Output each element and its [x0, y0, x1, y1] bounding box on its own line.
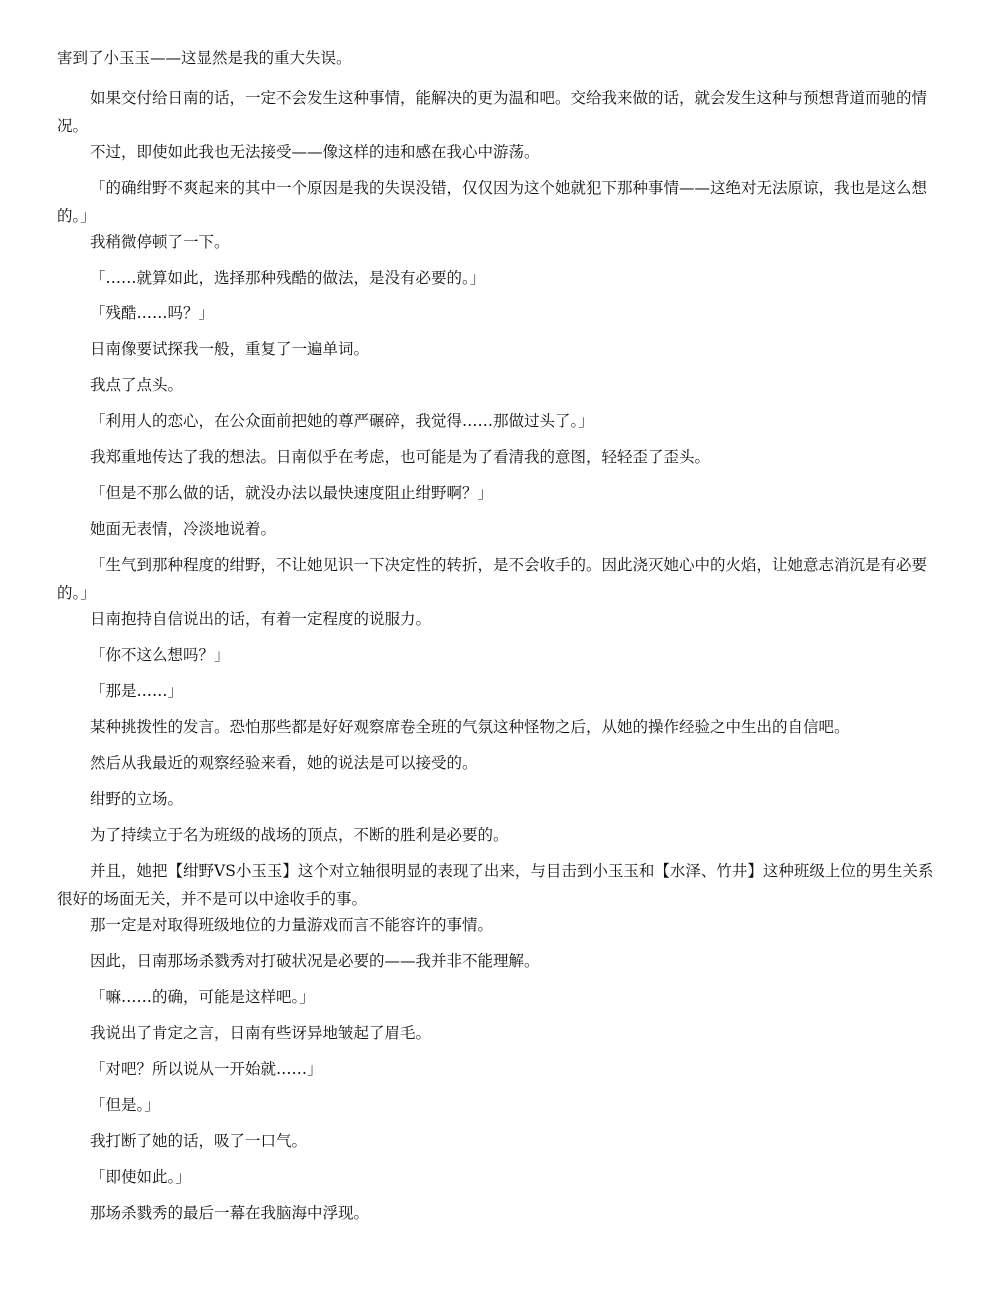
paragraph: 她面无表情，冷淡地说着。 — [90, 520, 277, 538]
paragraph: 因此，日南那场杀戮秀对打破状况是必要的——我并非不能理解。 — [90, 952, 540, 970]
paragraph: 「但是。」 — [90, 1096, 160, 1114]
paragraph: 那一定是对取得班级地位的力量游戏而言不能容许的事情。 — [90, 916, 494, 934]
paragraph: 「利用人的恋心，在公众面前把她的尊严碾碎，我觉得……那做过头了。」 — [90, 412, 594, 430]
paragraph: 「嘛……的确，可能是这样吧。」 — [90, 988, 315, 1006]
paragraph: 「但是不那么做的话，就没办法以最快速度阻止绀野啊？」 — [90, 484, 494, 502]
paragraph: 不过，即使如此我也无法接受——像这样的违和感在我心中游荡。 — [90, 143, 540, 161]
paragraph: 「你不这么想吗？」 — [90, 646, 230, 664]
paragraph: 「对吧？所以说从一开始就……」 — [90, 1060, 323, 1078]
paragraph: 某种挑拨性的发言。恐怕那些都是好好观察席卷全班的气氛这种怪物之后，从她的操作经验之中生出的自信吧。 — [90, 718, 850, 736]
paragraph: 绀野的立场。 — [90, 790, 184, 808]
paragraph: 害到了小玉玉——这显然是我的重大失误。 — [57, 49, 352, 67]
paragraph: 日南像要试探我一般，重复了一遍单词。 — [90, 340, 370, 358]
paragraph: 为了持续立于名为班级的战场的顶点，不断的胜利是必要的。 — [90, 826, 509, 844]
paragraph: 「那是……」 — [90, 682, 184, 700]
paragraph: 我说出了肯定之言，日南有些讶异地皱起了眉毛。 — [90, 1024, 432, 1042]
paragraph: 如果交付给日南的话，一定不会发生这种事情，能解决的更为温和吧。交给我来做的话，就会发生这种与预想背道而驰的情况。 — [57, 89, 928, 135]
paragraph: 我打断了她的话，吸了一口气。 — [90, 1132, 308, 1150]
paragraph: 「……就算如此，选择那种残酷的做法，是没有必要的。」 — [90, 269, 486, 287]
paragraph: 「的确绀野不爽起来的其中一个原因是我的失误没错，仅仅因为这个她就犯下那种事情——这绝对无法原谅，我也是这么想的。」 — [57, 179, 928, 225]
paragraph: 「即使如此。」 — [90, 1168, 191, 1186]
paragraph: 并且，她把【绀野VS小玉玉】这个对立轴很明显的表现了出来，与目击到小玉玉和【水泽、竹井】这种班级上位的男生关系很好的场面无关，并不是可以中途收手的事。 — [57, 862, 934, 908]
paragraph: 我稍微停顿了一下。 — [90, 233, 230, 251]
paragraph: 我点了点头。 — [90, 376, 184, 394]
paragraph: 那场杀戮秀的最后一幕在我脑海中浮现。 — [90, 1204, 370, 1222]
paragraph: 「生气到那种程度的绀野，不让她见识一下决定性的转折，是不会收手的。因此浇灭她心中的火焰，让她意志消沉是有必要的。」 — [57, 556, 928, 602]
paragraph: 日南抱持自信说出的话，有着一定程度的说服力。 — [90, 610, 432, 628]
paragraph: 「残酷……吗？」 — [90, 304, 215, 322]
paragraph: 我郑重地传达了我的想法。日南似乎在考虑，也可能是为了看清我的意图，轻轻歪了歪头。 — [90, 448, 711, 466]
paragraph: 然后从我最近的观察经验来看，她的说法是可以接受的。 — [90, 754, 478, 772]
